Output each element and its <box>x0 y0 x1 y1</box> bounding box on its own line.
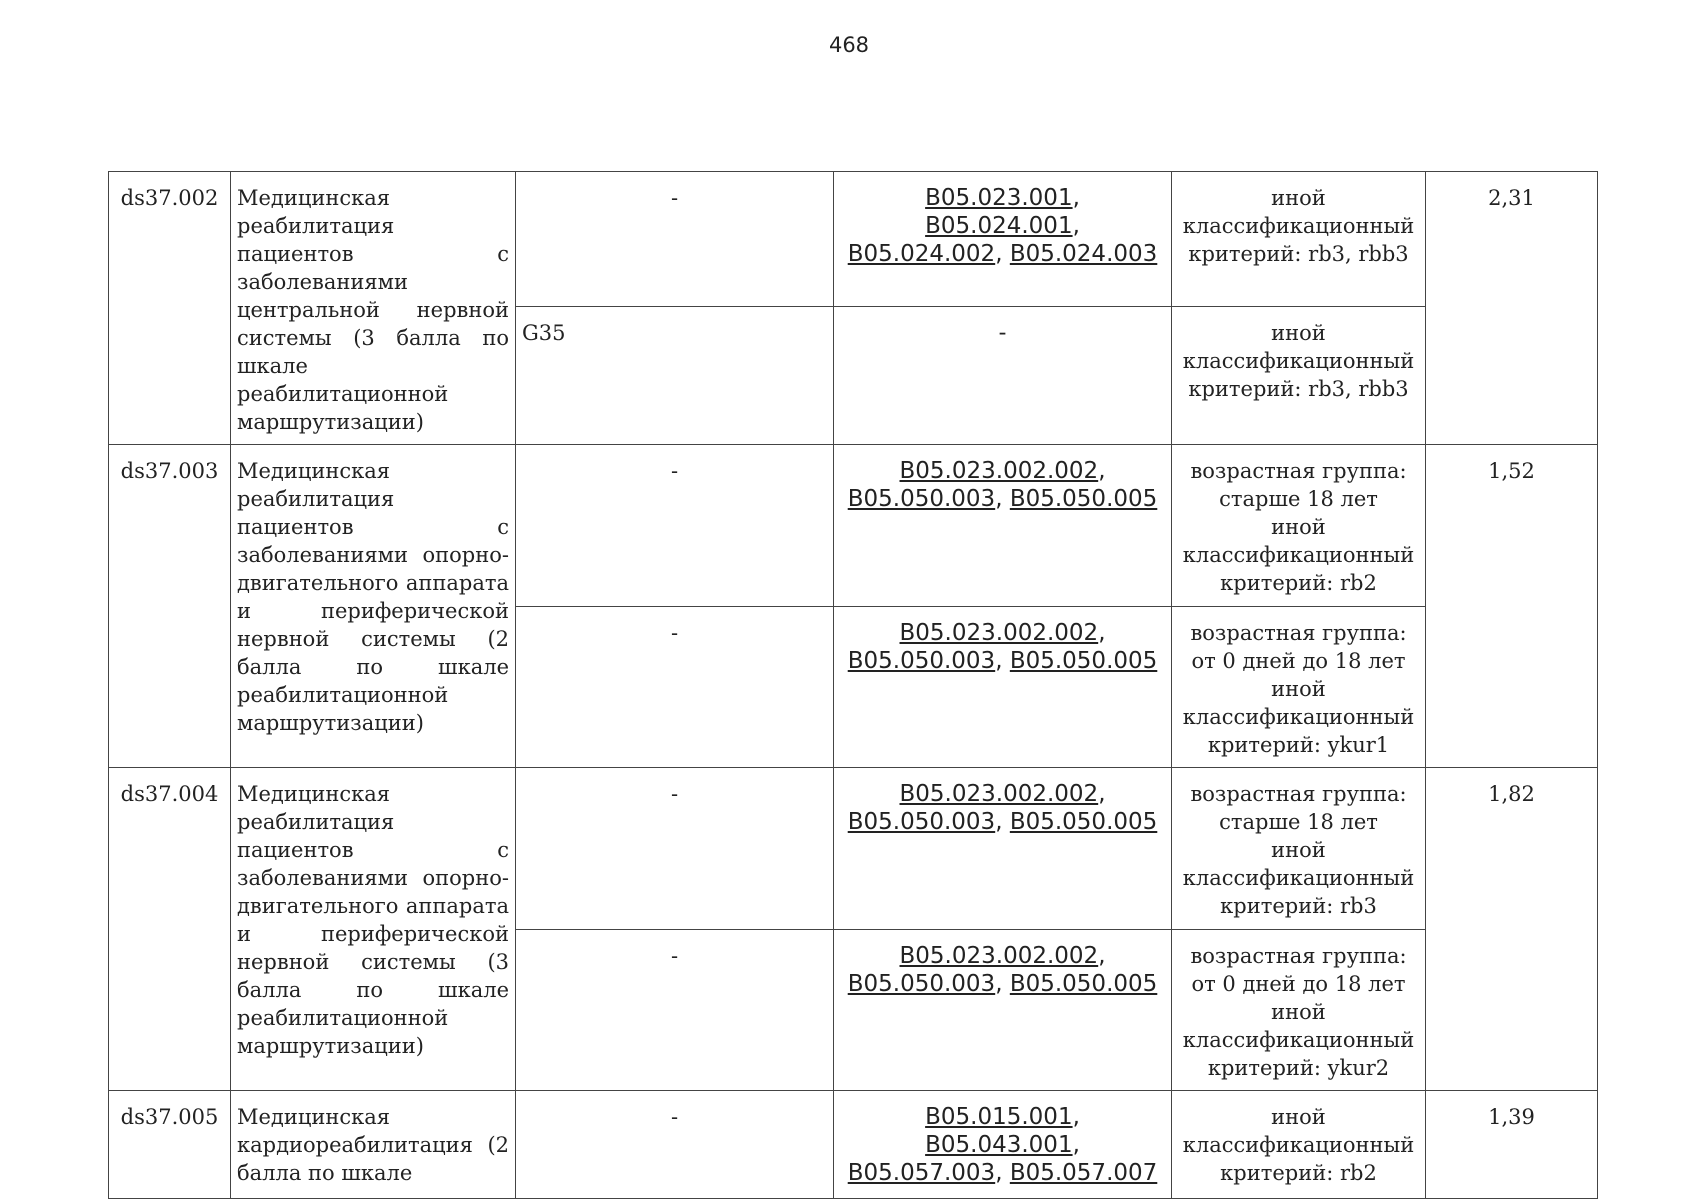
classification-criteria: иной классификационный критерий: rb2 <box>1172 1091 1426 1199</box>
table-row <box>109 768 1598 930</box>
table-row <box>109 445 1598 607</box>
service-code-link[interactable]: B05.024.002 <box>847 241 996 267</box>
ksg-name: Медицинская кардиореабилитация (2 балла по шкале <box>231 1091 516 1199</box>
service-codes: B05.023.001, B05.024.001, B05.024.002, B05.024.003 <box>834 172 1172 307</box>
service-code-link[interactable]: B05.050.003 <box>847 486 996 512</box>
ksg-code: ds37.002 <box>109 172 231 445</box>
classification-criteria: возрастная группа: от 0 дней до 18 лет иной классификационный критерий: ykur2 <box>1172 930 1426 1091</box>
classification-criteria: возрастная группа: от 0 дней до 18 лет иной классификационный критерий: ykur1 <box>1172 607 1426 768</box>
mkb-code: - <box>516 607 834 768</box>
ksg-name: Медицинская реабилитация пациентов с заболеваниями центральной нервной системы (3 балла по шкале реабилитационной маршрутизации) <box>231 172 516 445</box>
service-code-link[interactable]: B05.023.002.002 <box>899 781 1099 807</box>
mkb-code: - <box>516 1091 834 1199</box>
service-code-link[interactable]: B05.050.005 <box>1009 648 1158 674</box>
classification-criteria: возрастная группа: старше 18 лет иной классификационный критерий: rb3 <box>1172 768 1426 930</box>
classification-criteria: иной классификационный критерий: rb3, rbb3 <box>1172 306 1426 444</box>
service-code-link[interactable]: B05.050.005 <box>1009 809 1158 835</box>
mkb-code: - <box>516 930 834 1091</box>
ksg-code: ds37.005 <box>109 1091 231 1199</box>
mkb-code: - <box>516 445 834 607</box>
service-codes: - <box>834 306 1172 444</box>
service-codes: B05.023.002.002, B05.050.003, B05.050.005 <box>834 930 1172 1091</box>
service-code-link[interactable]: B05.057.007 <box>1009 1160 1158 1186</box>
service-code-link[interactable]: B05.057.003 <box>847 1160 996 1186</box>
ksg-name: Медицинская реабилитация пациентов с заболеваниями опорно-двигательного аппарата и периферической нервной системы (3 балла по шкале реабилитационной маршрутизации) <box>231 768 516 1091</box>
service-code-link[interactable]: B05.023.001 <box>925 185 1073 211</box>
coefficient: 1,52 <box>1426 445 1598 768</box>
service-code-link[interactable]: B05.024.001 <box>925 213 1073 239</box>
classification-criteria: возрастная группа: старше 18 лет иной классификационный критерий: rb2 <box>1172 445 1426 607</box>
ksg-name: Медицинская реабилитация пациентов с заболеваниями опорно-двигательного аппарата и периферической нервной системы (2 балла по шкале реабилитационной маршрутизации) <box>231 445 516 768</box>
ksg-code: ds37.004 <box>109 768 231 1091</box>
service-codes: B05.023.002.002, B05.050.003, B05.050.005 <box>834 768 1172 930</box>
coefficient: 1,82 <box>1426 768 1598 1091</box>
coefficient: 1,39 <box>1426 1091 1598 1199</box>
mkb-code: - <box>516 768 834 930</box>
service-code-link[interactable]: B05.050.003 <box>847 971 996 997</box>
table-row <box>109 172 1598 307</box>
mkb-code: G35 <box>516 306 834 444</box>
service-codes: B05.023.002.002, B05.050.003, B05.050.005 <box>834 445 1172 607</box>
page-number: 468 <box>828 33 870 57</box>
service-code-link[interactable]: B05.050.003 <box>847 648 996 674</box>
service-code-link[interactable]: B05.043.001 <box>925 1132 1073 1158</box>
service-code-link[interactable]: B05.050.003 <box>847 809 996 835</box>
service-code-link[interactable]: B05.015.001 <box>925 1104 1073 1130</box>
table-row <box>109 1091 1598 1199</box>
service-codes: B05.015.001, B05.043.001, B05.057.003, B05.057.007 <box>834 1091 1172 1199</box>
service-code-link[interactable]: B05.050.005 <box>1009 486 1158 512</box>
service-code-link[interactable]: B05.024.003 <box>1009 241 1158 267</box>
service-code-link[interactable]: B05.050.005 <box>1009 971 1158 997</box>
coefficient: 2,31 <box>1426 172 1598 445</box>
service-code-link[interactable]: B05.023.002.002 <box>899 620 1099 646</box>
service-code-link[interactable]: B05.023.002.002 <box>899 458 1099 484</box>
service-code-link[interactable]: B05.023.002.002 <box>899 943 1099 969</box>
ksg-table <box>108 171 1598 1199</box>
ksg-code: ds37.003 <box>109 445 231 768</box>
mkb-code: - <box>516 172 834 307</box>
classification-criteria: иной классификационный критерий: rb3, rbb3 <box>1172 172 1426 307</box>
service-codes: B05.023.002.002, B05.050.003, B05.050.005 <box>834 607 1172 768</box>
